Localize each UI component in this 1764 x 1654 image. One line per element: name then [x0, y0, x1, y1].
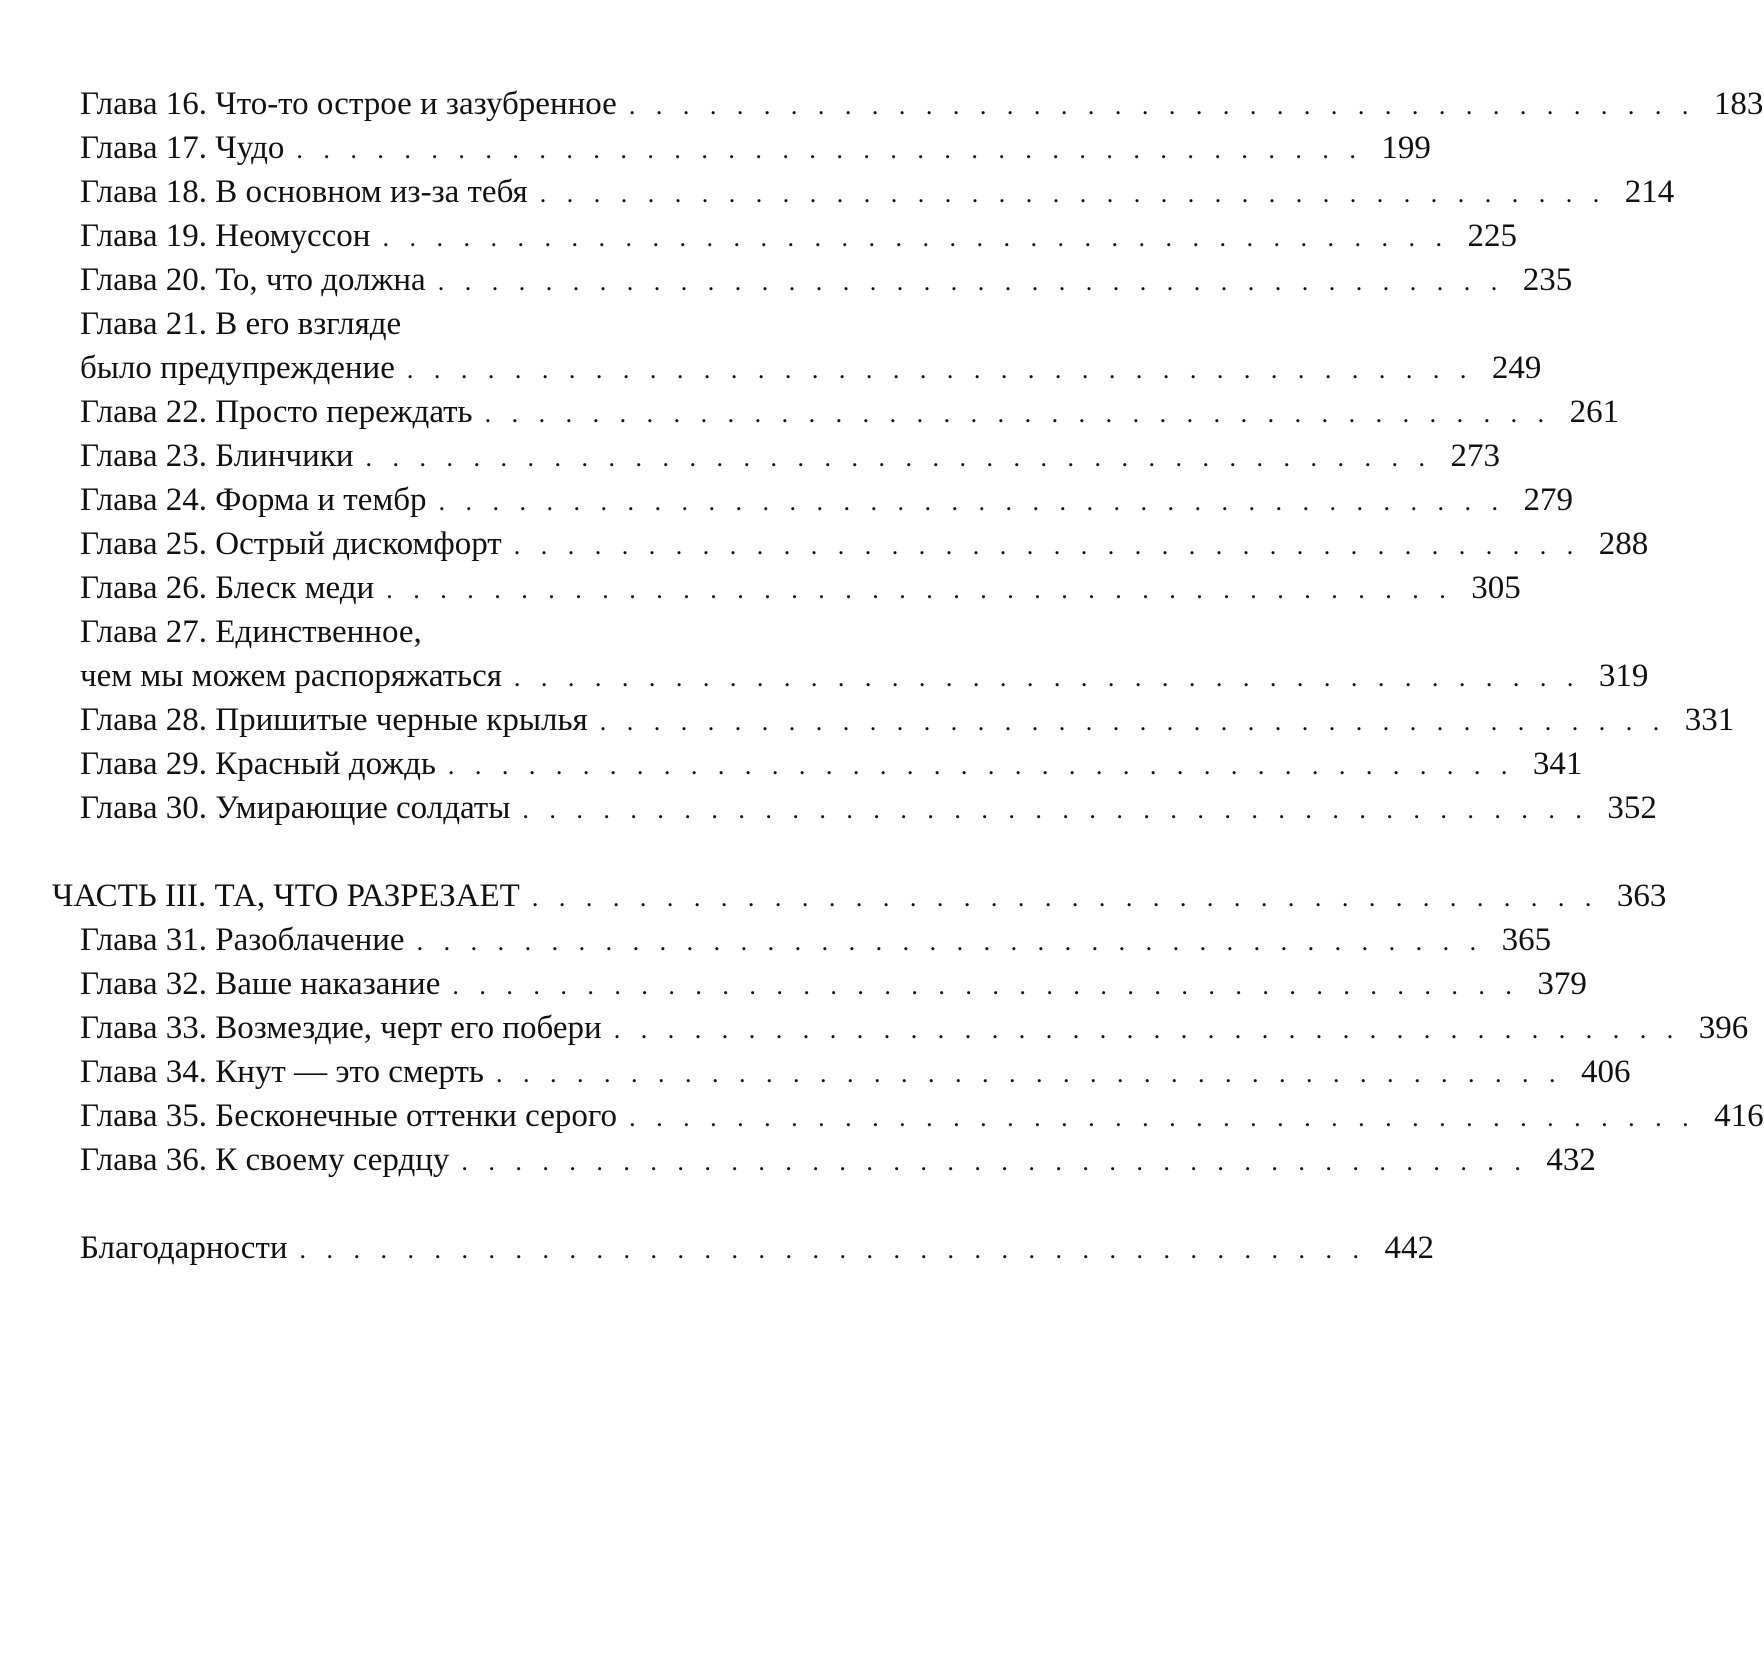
toc-entry-chapter-26[interactable]	[80, 568, 1521, 608]
toc-entry-page-number: 305	[1471, 570, 1521, 606]
toc-leader-dots: . . . . . . . . . . . . . . . . . . . . . . . . . . . . . . . . . . . . . . . .	[599, 707, 1667, 736]
toc-entry-title: Глава 29. Красный дождь	[80, 746, 436, 782]
toc-entry-title: Глава 21. В его взгляде	[80, 306, 402, 342]
toc-entry-chapter-21-line-1[interactable]	[80, 304, 880, 344]
toc-entry-title: Глава 31. Разоблачение	[80, 922, 405, 958]
toc-entry-chapter-22[interactable]	[80, 392, 1620, 432]
toc-leader-dots: . . . . . . . . . . . . . . . . . . . . . . . . . . . . . . . . . . . . . . . .	[613, 1015, 1681, 1044]
toc-entry-page-number: 235	[1522, 262, 1573, 298]
toc-entry-page-number: 379	[1537, 966, 1587, 1002]
toc-entry-title: Глава 16. Что-то острое и зазубренное	[80, 86, 617, 122]
toc-entry-page-number: 225	[1467, 218, 1517, 254]
toc-entry-page-number: 199	[1381, 130, 1431, 166]
toc-entry-title: Глава 20. То, что должна	[80, 262, 426, 298]
toc-entry-page-number: 416	[1714, 1098, 1764, 1134]
toc-entry-title: было предупреждение	[80, 350, 395, 386]
toc-entry-page-number: 442	[1384, 1230, 1435, 1266]
toc-entry-title: Глава 22. Просто переждать	[80, 394, 473, 430]
toc-entry-title: ЧАСТЬ III. ТА, ЧТО РАЗРЕЗАЕТ	[52, 878, 520, 914]
toc-entry-chapter-17[interactable]	[80, 128, 1431, 168]
toc-entry-chapter-36[interactable]	[80, 1140, 1596, 1180]
toc-entry-title: Глава 32. Ваше наказание	[80, 966, 441, 1002]
toc-entry-page-number: 183	[1713, 86, 1764, 122]
toc-leader-dots: . . . . . . . . . . . . . . . . . . . . . . . . . . . . . . . . . . . . . . . .	[299, 1235, 1367, 1264]
toc-entry-page-number: 406	[1580, 1054, 1631, 1090]
toc-entry-title: Глава 19. Неомуссон	[80, 218, 371, 254]
toc-entry-page-number: 396	[1698, 1010, 1749, 1046]
toc-leader-dots: . . . . . . . . . . . . . . . . . . . . . . . . . . . . . . . . . . . . . . . .	[437, 267, 1505, 296]
toc-leader-dots: . . . . . . . . . . . . . . . . . . . . . . . . . . . . . . . . . . . . . . . .	[539, 179, 1607, 208]
toc-entry-chapter-16[interactable]	[80, 84, 1764, 124]
toc-entry-title: Глава 23. Блинчики	[80, 438, 354, 474]
toc-entry-chapter-23[interactable]	[80, 436, 1501, 476]
toc-entry-chapter-27-line-1[interactable]	[80, 612, 880, 652]
toc-entry-page-number: 279	[1523, 482, 1574, 518]
toc-entry-title: Глава 30. Умирающие солдаты	[80, 790, 511, 826]
toc-entry-page-number: 319	[1598, 658, 1649, 694]
toc-entry-title: Глава 25. Острый дискомфорт	[80, 526, 502, 562]
toc-entry-title: Глава 36. К своему сердцу	[80, 1142, 450, 1178]
toc-leader-dots: . . . . . . . . . . . . . . . . . . . . . . . . . . . . . . . . . . . . . . . .	[522, 795, 1589, 824]
toc-entry-page-number: 432	[1546, 1142, 1596, 1178]
toc-entry-page-number: 331	[1684, 702, 1735, 738]
toc-leader-dots: . . . . . . . . . . . . . . . . . . . . . . . . . . . . . . . . . . . . . . . .	[416, 927, 1484, 956]
toc-entry-chapter-30[interactable]	[80, 788, 1657, 828]
toc-leader-dots: . . . . . . . . . . . . . . . . . . . . . . . . . . . . . . . . . . . . . . . .	[513, 531, 1581, 560]
toc-entry-part-3[interactable]	[52, 876, 1667, 916]
toc-entry-page-number: 261	[1569, 394, 1620, 430]
toc-leader-dots: . . . . . . . . . . . . . . . . . . . . . . . . . . . . . . . . . . . . . . . .	[628, 91, 1696, 120]
toc-leader-dots: . . . . . . . . . . . . . . . . . . . . . . . . . . . . . . . . . . . . . . . .	[386, 575, 1453, 604]
toc-entry-page-number: 249	[1491, 350, 1542, 386]
toc-entry-title: Глава 24. Форма и тембр	[80, 482, 427, 518]
toc-entry-title: Благодарности	[80, 1230, 288, 1266]
toc-leader-dots: . . . . . . . . . . . . . . . . . . . . . . . . . . . . . . . . . . . . . . . .	[461, 1147, 1528, 1176]
toc-entry-chapter-21-line-2[interactable]	[80, 348, 1542, 388]
toc-entry-title: Глава 18. В основном из-за тебя	[80, 174, 528, 210]
toc-entry-title: Глава 28. Пришитые черные крылья	[80, 702, 588, 738]
toc-entry-title: Глава 33. Возмездие, черт его побери	[80, 1010, 602, 1046]
toc-leader-dots: . . . . . . . . . . . . . . . . . . . . . . . . . . . . . . . . . . . . . . . .	[447, 751, 1515, 780]
toc-entry-title: Глава 26. Блеск меди	[80, 570, 375, 606]
toc-entry-page-number: 365	[1501, 922, 1552, 958]
toc-entry-page-number: 341	[1532, 746, 1583, 782]
toc-entry-chapter-18[interactable]	[80, 172, 1675, 212]
toc-entry-chapter-24[interactable]	[80, 480, 1574, 520]
toc-entry-chapter-19[interactable]	[80, 216, 1517, 256]
toc-entry-chapter-34[interactable]	[80, 1052, 1631, 1092]
toc-leader-dots: . . . . . . . . . . . . . . . . . . . . . . . . . . . . . . . . . . . . . . . .	[365, 443, 1433, 472]
toc-entry-chapter-31[interactable]	[80, 920, 1552, 960]
toc-leader-dots: . . . . . . . . . . . . . . . . . . . . . . . . . . . . . . . . . . . . . . . .	[531, 883, 1599, 912]
toc-entry-chapter-25[interactable]	[80, 524, 1649, 564]
toc-entry-title: чем мы можем распоряжаться	[80, 658, 502, 694]
toc-leader-dots: . . . . . . . . . . . . . . . . . . . . . . . . . . . . . . . . . . . . . . . .	[484, 399, 1552, 428]
toc-entry-title: Глава 35. Бесконечные оттенки серого	[80, 1098, 618, 1134]
toc-entry-title: Глава 34. Кнут — это смерть	[80, 1054, 484, 1090]
toc-leader-dots: . . . . . . . . . . . . . . . . . . . . . . . . . . . . . . . . . . . . . . . .	[406, 355, 1474, 384]
toc-leader-dots: . . . . . . . . . . . . . . . . . . . . . . . . . . . . . . . . . . . . . . . .	[495, 1059, 1563, 1088]
toc-entry-title: Глава 17. Чудо	[80, 130, 285, 166]
toc-entry-title: Глава 27. Единственное,	[80, 614, 422, 650]
toc-entry-chapter-28[interactable]	[80, 700, 1735, 740]
toc-entry-page-number: 363	[1616, 878, 1667, 914]
toc-entry-page-number: 352	[1607, 790, 1657, 826]
toc-leader-dots: . . . . . . . . . . . . . . . . . . . . . . . . . . . . . . . . . . . . . . . .	[513, 663, 1581, 692]
toc-leader-dots: . . . . . . . . . . . . . . . . . . . . . . . . . . . . . . . . . . . . . . . .	[296, 135, 1363, 164]
toc-leader-dots: . . . . . . . . . . . . . . . . . . . . . . . . . . . . . . . . . . . . . . . .	[452, 971, 1519, 1000]
toc-entry-acknowledgements[interactable]	[80, 1228, 1435, 1268]
toc-entry-chapter-33[interactable]	[80, 1008, 1749, 1048]
toc-entry-chapter-35[interactable]	[80, 1096, 1764, 1136]
toc-leader-dots: . . . . . . . . . . . . . . . . . . . . . . . . . . . . . . . . . . . . . . . .	[382, 223, 1449, 252]
toc-entry-page-number: 288	[1598, 526, 1649, 562]
toc-entry-chapter-27-line-2[interactable]	[80, 656, 1649, 696]
toc-entry-chapter-32[interactable]	[80, 964, 1587, 1004]
toc-entry-chapter-20[interactable]	[80, 260, 1573, 300]
toc-entry-page-number: 214	[1624, 174, 1675, 210]
toc-leader-dots: . . . . . . . . . . . . . . . . . . . . . . . . . . . . . . . . . . . . . . . .	[438, 487, 1506, 516]
toc-leader-dots: . . . . . . . . . . . . . . . . . . . . . . . . . . . . . . . . . . . . . . . .	[629, 1103, 1696, 1132]
toc-entry-page-number: 273	[1450, 438, 1501, 474]
toc-entry-chapter-29[interactable]	[80, 744, 1583, 784]
